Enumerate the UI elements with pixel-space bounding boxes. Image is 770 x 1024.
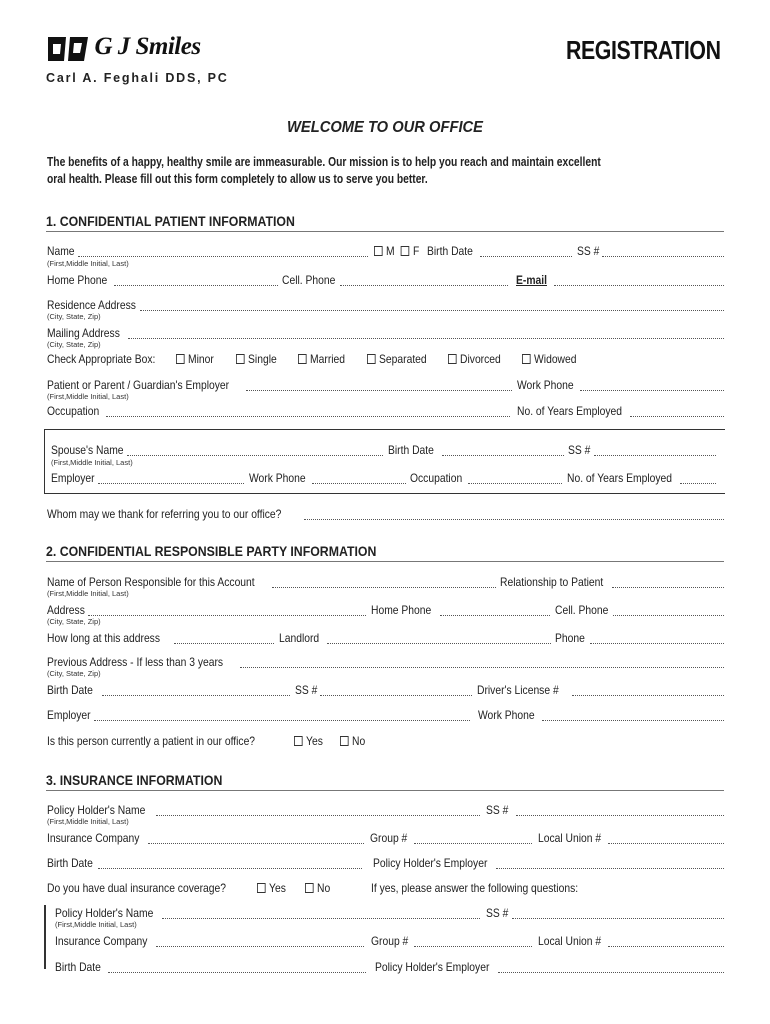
secondary-insurance-bracket	[44, 905, 46, 969]
group-field[interactable]	[414, 843, 532, 844]
rp-birth-date-label: Birth Date	[47, 683, 93, 697]
employer-pg-field[interactable]	[246, 390, 512, 391]
years-employed-label: No. of Years Employed	[517, 404, 622, 418]
sec-ins-company-label: Insurance Company	[55, 934, 148, 948]
form-title: REGISTRATION	[566, 35, 721, 65]
checkbox-icon[interactable]	[176, 354, 185, 364]
referral-label: Whom may we thank for referring you to our office?	[47, 507, 282, 521]
section-3-heading: 3. INSURANCE INFORMATION	[46, 772, 223, 788]
ins-company-field[interactable]	[148, 843, 364, 844]
drivers-field[interactable]	[572, 695, 724, 696]
group-label: Group #	[370, 831, 408, 845]
mailing-hint: (City, State, Zip)	[47, 340, 101, 349]
checkbox-icon[interactable]	[257, 883, 266, 893]
home-phone-label: Home Phone	[47, 273, 108, 287]
is-patient-no[interactable]: No	[340, 734, 365, 748]
minor-option[interactable]: Minor	[176, 352, 214, 366]
previous-field[interactable]	[240, 667, 724, 668]
intro-line-2: oral health. Please fill out this form completely to allow us to serve you better.	[47, 172, 428, 186]
drivers-label: Driver's License #	[477, 683, 559, 697]
responsible-field[interactable]	[272, 587, 496, 588]
intro-line-1: The benefits of a happy, healthy smile are immeasurable. Our mission is to help you reach and maintain excellent	[47, 155, 601, 169]
section-1-rule	[46, 231, 724, 232]
checkbox-icon[interactable]	[298, 354, 307, 364]
spouse-birth-date-field[interactable]	[442, 455, 564, 456]
rp-birth-date-field[interactable]	[102, 695, 290, 696]
logo	[46, 34, 201, 64]
ss-field[interactable]	[602, 256, 724, 257]
checkbox-icon[interactable]	[340, 736, 349, 746]
employer-pg-label: Patient or Parent / Guardian's Employer	[47, 378, 230, 392]
ins-ss-field[interactable]	[516, 815, 724, 816]
address-field[interactable]	[88, 615, 366, 616]
landlord-phone-field[interactable]	[590, 643, 724, 644]
email-label: E-mail	[516, 273, 547, 287]
spouse-work-phone-label: Work Phone	[249, 471, 306, 485]
is-patient-yes[interactable]: Yes	[294, 734, 323, 748]
policy-holder-field[interactable]	[156, 815, 480, 816]
divorced-option[interactable]: Divorced	[448, 352, 501, 366]
local-union-label: Local Union #	[538, 831, 602, 845]
policy-holder-hint: (First,Middle Initial, Last)	[47, 817, 129, 826]
check-box-label: Check Appropriate Box:	[47, 352, 156, 366]
ins-company-label: Insurance Company	[47, 831, 140, 845]
name-field[interactable]	[78, 256, 368, 257]
sec-local-union-field[interactable]	[608, 946, 724, 947]
married-option[interactable]: Married	[298, 352, 345, 366]
home-phone-field[interactable]	[114, 285, 278, 286]
rp-home-phone-field[interactable]	[440, 615, 550, 616]
residence-label: Residence Address	[47, 298, 136, 312]
dual-label: Do you have dual insurance coverage?	[47, 881, 227, 895]
if-yes-label: If yes, please answer the following questions:	[371, 881, 579, 895]
spouse-employer-label: Employer	[51, 471, 95, 485]
section-2-rule	[46, 561, 724, 562]
cell-phone-field[interactable]	[340, 285, 508, 286]
rp-ss-field[interactable]	[320, 695, 472, 696]
relationship-label: Relationship to Patient	[500, 575, 604, 589]
checkbox-icon[interactable]	[367, 354, 376, 364]
birth-date-label: Birth Date	[427, 244, 473, 258]
spouse-name-hint: (First,Middle Initial, Last)	[51, 458, 133, 467]
years-employed-field[interactable]	[630, 416, 724, 417]
rp-employer-label: Employer	[47, 708, 91, 722]
logo-text: G J Smiles	[94, 33, 201, 60]
email-field[interactable]	[554, 285, 724, 286]
work-phone-field[interactable]	[580, 390, 724, 391]
responsible-hint: (First,Middle Initial, Last)	[47, 589, 129, 598]
sex-option[interactable]: M F	[374, 244, 419, 258]
sec-ss-field[interactable]	[512, 918, 724, 919]
work-phone-label: Work Phone	[517, 378, 574, 392]
sec-group-field[interactable]	[414, 946, 532, 947]
spouse-years-field[interactable]	[680, 483, 716, 484]
section-3-rule	[46, 790, 724, 791]
address-hint: (City, State, Zip)	[47, 617, 101, 626]
spouse-birth-date-label: Birth Date	[388, 443, 434, 457]
sec-birth-date-field[interactable]	[108, 972, 366, 973]
rp-home-phone-label: Home Phone	[371, 603, 432, 617]
ins-birth-date-field[interactable]	[98, 868, 362, 869]
checkbox-icon[interactable]	[305, 883, 314, 893]
ins-birth-date-label: Birth Date	[47, 856, 93, 870]
sec-ss-label: SS #	[486, 906, 509, 920]
address-label: Address	[47, 603, 85, 617]
spouse-occupation-label: Occupation	[410, 471, 463, 485]
sec-policy-holder-label: Policy Holder's Name	[55, 906, 154, 920]
separated-option[interactable]: Separated	[367, 352, 427, 366]
ins-ss-label: SS #	[486, 803, 509, 817]
checkbox-icon[interactable]	[401, 246, 410, 256]
sec-policy-holder-field[interactable]	[162, 918, 480, 919]
mailing-label: Mailing Address	[47, 326, 120, 340]
welcome-title: WELCOME TO OUR OFFICE	[287, 119, 483, 136]
policy-holder-label: Policy Holder's Name	[47, 803, 146, 817]
checkbox-icon[interactable]	[236, 354, 245, 364]
residence-hint: (City, State, Zip)	[47, 312, 101, 321]
ph-employer-field[interactable]	[496, 868, 724, 869]
rp-work-phone-field[interactable]	[542, 720, 724, 721]
spouse-ss-field[interactable]	[594, 455, 716, 456]
rp-cell-phone-field[interactable]	[613, 615, 724, 616]
checkbox-icon[interactable]	[294, 736, 303, 746]
section-2-heading: 2. CONFIDENTIAL RESPONSIBLE PARTY INFORMATION	[46, 543, 377, 559]
landlord-label: Landlord	[279, 631, 320, 645]
practice-name: Carl A. Feghali DDS, PC	[46, 71, 229, 85]
landlord-field[interactable]	[327, 643, 551, 644]
sec-local-union-label: Local Union #	[538, 934, 602, 948]
sec-ins-company-field[interactable]	[156, 946, 364, 947]
ph-employer-label: Policy Holder's Employer	[373, 856, 488, 870]
spouse-ss-label: SS #	[568, 443, 591, 457]
ss-label: SS #	[577, 244, 600, 258]
name-hint: (First,Middle Initial, Last)	[47, 259, 129, 268]
dual-no[interactable]: No	[305, 881, 330, 895]
rp-cell-phone-label: Cell. Phone	[555, 603, 609, 617]
single-option[interactable]: Single	[236, 352, 277, 366]
sec-birth-date-label: Birth Date	[55, 960, 101, 974]
rp-employer-field[interactable]	[94, 720, 470, 721]
relationship-field[interactable]	[612, 587, 724, 588]
landlord-phone-label: Phone	[555, 631, 585, 645]
previous-hint: (City, State, Zip)	[47, 669, 101, 678]
referral-field[interactable]	[304, 519, 724, 520]
spouse-employer-field[interactable]	[98, 483, 244, 484]
logo-mark-icon	[46, 34, 90, 64]
is-patient-label: Is this person currently a patient in our office?	[47, 734, 256, 748]
sec-ph-employer-label: Policy Holder's Employer	[375, 960, 490, 974]
dual-yes[interactable]: Yes	[257, 881, 286, 895]
mailing-field[interactable]	[128, 338, 724, 339]
sec-group-label: Group #	[371, 934, 409, 948]
checkbox-icon[interactable]	[374, 246, 383, 256]
occupation-field[interactable]	[106, 416, 510, 417]
widowed-option[interactable]: Widowed	[522, 352, 576, 366]
rp-work-phone-label: Work Phone	[478, 708, 535, 722]
spouse-occupation-field[interactable]	[468, 483, 562, 484]
cell-phone-label: Cell. Phone	[282, 273, 336, 287]
birth-date-field[interactable]	[480, 256, 572, 257]
how-long-label: How long at this address	[47, 631, 161, 645]
spouse-name-label: Spouse's Name	[51, 443, 124, 457]
local-union-field[interactable]	[608, 843, 724, 844]
sec-ph-employer-field[interactable]	[498, 972, 724, 973]
name-label: Name	[47, 244, 75, 258]
spouse-name-field[interactable]	[127, 455, 383, 456]
responsible-label: Name of Person Responsible for this Account	[47, 575, 255, 589]
spouse-work-phone-field[interactable]	[312, 483, 406, 484]
rp-ss-label: SS #	[295, 683, 318, 697]
checkbox-icon[interactable]	[448, 354, 457, 364]
spouse-years-label: No. of Years Employed	[567, 471, 672, 485]
residence-field[interactable]	[140, 310, 724, 311]
occupation-label: Occupation	[47, 404, 100, 418]
previous-label: Previous Address - If less than 3 years	[47, 655, 224, 669]
employer-pg-hint: (First,Middle Initial, Last)	[47, 392, 129, 401]
how-long-field[interactable]	[174, 643, 274, 644]
sec-policy-holder-hint: (First,Middle Initial, Last)	[55, 920, 137, 929]
section-1-heading: 1. CONFIDENTIAL PATIENT INFORMATION	[46, 213, 295, 229]
checkbox-icon[interactable]	[522, 354, 531, 364]
